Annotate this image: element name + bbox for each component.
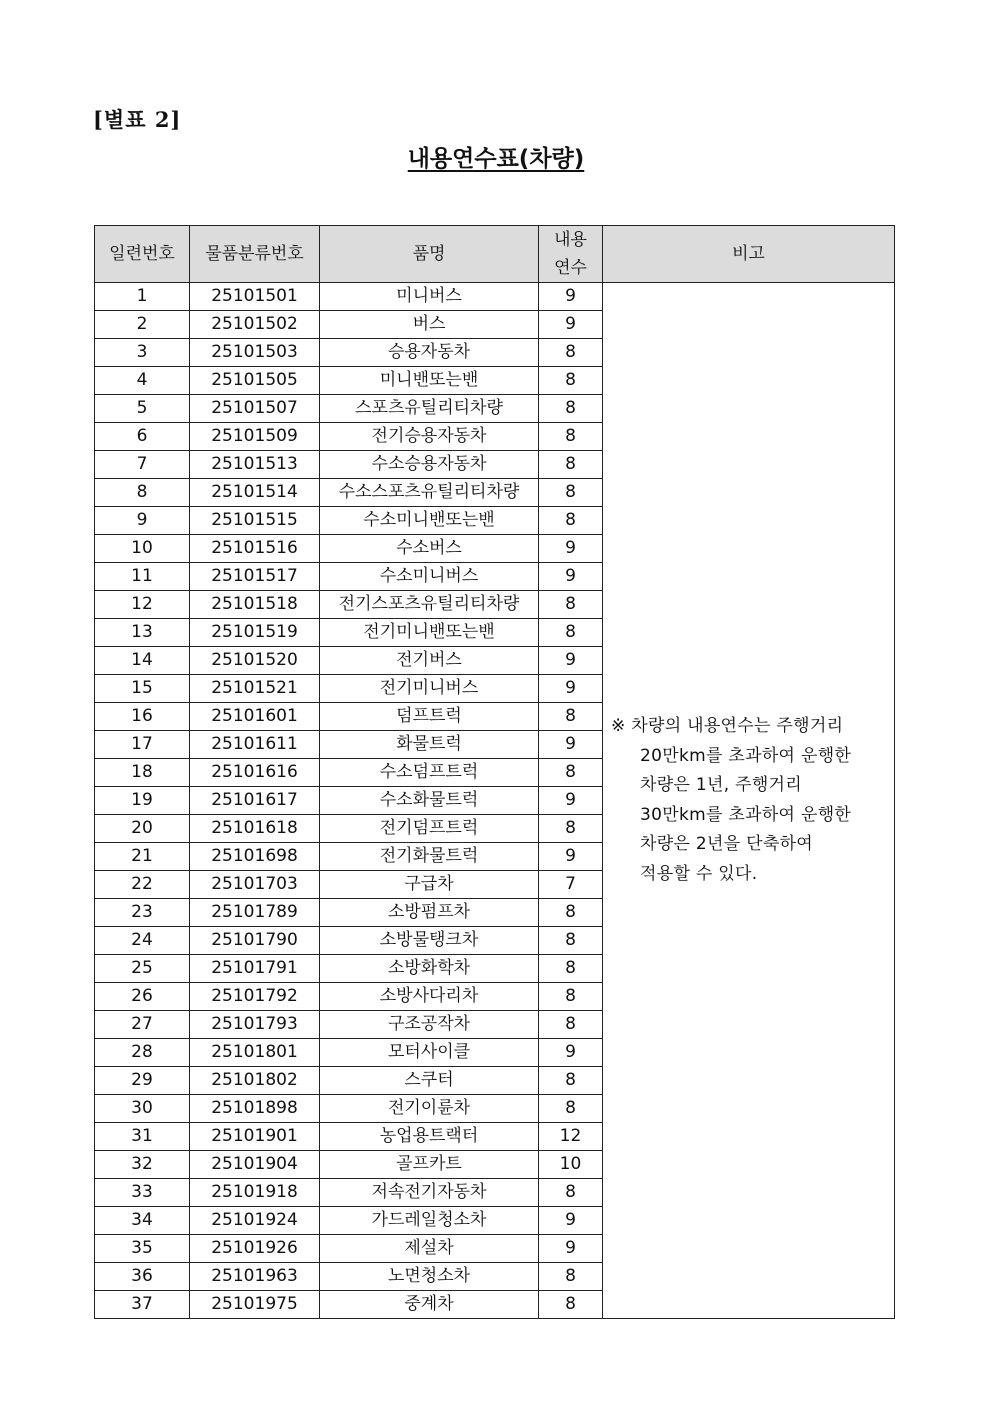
cell-service-years: 8 (539, 507, 603, 535)
cell-item-code: 25101791 (190, 955, 320, 983)
cell-serial-number: 2 (95, 311, 190, 339)
cell-serial-number: 19 (95, 787, 190, 815)
cell-item-name: 전기버스 (320, 647, 539, 675)
cell-service-years: 9 (539, 1235, 603, 1263)
cell-service-years: 9 (539, 1039, 603, 1067)
cell-serial-number: 4 (95, 367, 190, 395)
cell-item-name: 수소버스 (320, 535, 539, 563)
cell-item-code: 25101502 (190, 311, 320, 339)
cell-item-name: 농업용트랙터 (320, 1123, 539, 1151)
cell-serial-number: 32 (95, 1151, 190, 1179)
cell-item-name: 저속전기자동차 (320, 1179, 539, 1207)
cell-item-code: 25101926 (190, 1235, 320, 1263)
cell-service-years: 8 (539, 927, 603, 955)
cell-serial-number: 22 (95, 871, 190, 899)
table-body (95, 283, 895, 1319)
cell-serial-number: 1 (95, 283, 190, 311)
remark-line: 차량은 1년, 주행거리 (640, 775, 803, 795)
cell-service-years: 8 (539, 703, 603, 731)
cell-item-code: 25101698 (190, 843, 320, 871)
cell-item-code: 25101501 (190, 283, 320, 311)
cell-item-code: 25101918 (190, 1179, 320, 1207)
cell-service-years: 8 (539, 423, 603, 451)
cell-item-code: 25101703 (190, 871, 320, 899)
cell-service-years: 8 (539, 451, 603, 479)
cell-item-code: 25101601 (190, 703, 320, 731)
cell-item-name: 전기승용자동차 (320, 423, 539, 451)
cell-serial-number: 20 (95, 815, 190, 843)
cell-item-name: 수소화물트럭 (320, 787, 539, 815)
cell-serial-number: 21 (95, 843, 190, 871)
cell-service-years: 9 (539, 731, 603, 759)
cell-item-name: 수소미니밴또는밴 (320, 507, 539, 535)
table-header (95, 226, 895, 283)
cell-serial-number: 30 (95, 1095, 190, 1123)
cell-service-years: 10 (539, 1151, 603, 1179)
cell-service-years: 8 (539, 367, 603, 395)
cell-service-years: 8 (539, 899, 603, 927)
cell-item-name: 미니밴또는밴 (320, 367, 539, 395)
cell-service-years: 9 (539, 787, 603, 815)
cell-service-years: 9 (539, 311, 603, 339)
cell-service-years: 9 (539, 1207, 603, 1235)
cell-service-years: 8 (539, 339, 603, 367)
cell-item-code: 25101503 (190, 339, 320, 367)
cell-item-code: 25101975 (190, 1291, 320, 1319)
cell-serial-number: 18 (95, 759, 190, 787)
cell-item-name: 소방펌프차 (320, 899, 539, 927)
cell-serial-number: 24 (95, 927, 190, 955)
cell-service-years: 9 (539, 675, 603, 703)
cell-serial-number: 17 (95, 731, 190, 759)
remark-cell (603, 283, 895, 1319)
cell-item-name: 전기이륜차 (320, 1095, 539, 1123)
cell-item-name: 소방물탱크차 (320, 927, 539, 955)
cell-service-years: 8 (539, 1179, 603, 1207)
cell-item-name: 노면청소차 (320, 1263, 539, 1291)
cell-service-years: 9 (539, 647, 603, 675)
cell-item-name: 미니버스 (320, 283, 539, 311)
cell-serial-number: 11 (95, 563, 190, 591)
cell-serial-number: 31 (95, 1123, 190, 1151)
cell-item-code: 25101513 (190, 451, 320, 479)
cell-service-years: 8 (539, 983, 603, 1011)
cell-serial-number: 10 (95, 535, 190, 563)
cell-item-code: 25101518 (190, 591, 320, 619)
cell-item-name: 스포츠유틸리티차량 (320, 395, 539, 423)
cell-service-years: 8 (539, 815, 603, 843)
cell-item-code: 25101519 (190, 619, 320, 647)
cell-item-name: 전기스포츠유틸리티차량 (320, 591, 539, 619)
cell-serial-number: 28 (95, 1039, 190, 1067)
cell-item-name: 소방화학차 (320, 955, 539, 983)
cell-service-years: 8 (539, 1067, 603, 1095)
cell-service-years: 8 (539, 955, 603, 983)
cell-serial-number: 6 (95, 423, 190, 451)
table-row (95, 283, 895, 311)
cell-serial-number: 36 (95, 1263, 190, 1291)
cell-item-code: 25101517 (190, 563, 320, 591)
cell-item-name: 모터사이클 (320, 1039, 539, 1067)
page-title-text: 내용연수표(차량) (407, 146, 585, 172)
cell-item-code: 25101616 (190, 759, 320, 787)
cell-item-name: 전기미니버스 (320, 675, 539, 703)
cell-item-code: 25101505 (190, 367, 320, 395)
cell-item-name: 덤프트럭 (320, 703, 539, 731)
cell-item-code: 25101963 (190, 1263, 320, 1291)
cell-item-name: 수소덤프트럭 (320, 759, 539, 787)
cell-serial-number: 14 (95, 647, 190, 675)
cell-item-name: 수소승용자동차 (320, 451, 539, 479)
cell-item-name: 소방사다리차 (320, 983, 539, 1011)
remark-line: ※ 차량의 내용연수는 주행거리 (611, 716, 844, 736)
cell-serial-number: 12 (95, 591, 190, 619)
remark-line: 30만km를 초과하여 운행한 (640, 804, 852, 825)
cell-service-years: 8 (539, 591, 603, 619)
cell-item-name: 중계차 (320, 1291, 539, 1319)
cell-service-years: 7 (539, 871, 603, 899)
cell-item-code: 25101789 (190, 899, 320, 927)
cell-item-code: 25101792 (190, 983, 320, 1011)
header-item-code: 물품분류번호 (190, 226, 320, 283)
cell-serial-number: 15 (95, 675, 190, 703)
cell-service-years: 9 (539, 535, 603, 563)
header-service-years (539, 226, 603, 283)
cell-item-code: 25101514 (190, 479, 320, 507)
cell-item-name: 승용자동차 (320, 339, 539, 367)
cell-serial-number: 16 (95, 703, 190, 731)
cell-service-years: 8 (539, 1095, 603, 1123)
cell-item-code: 25101904 (190, 1151, 320, 1179)
header-service-years-line2: 연수 (554, 258, 587, 278)
cell-service-years: 9 (539, 563, 603, 591)
cell-serial-number: 34 (95, 1207, 190, 1235)
cell-item-name: 골프카트 (320, 1151, 539, 1179)
cell-serial-number: 35 (95, 1235, 190, 1263)
cell-item-name: 수소스포츠유틸리티차량 (320, 479, 539, 507)
cell-item-name: 구조공작차 (320, 1011, 539, 1039)
cell-service-years: 8 (539, 1291, 603, 1319)
cell-service-years: 8 (539, 479, 603, 507)
cell-serial-number: 23 (95, 899, 190, 927)
cell-serial-number: 25 (95, 955, 190, 983)
cell-serial-number: 9 (95, 507, 190, 535)
cell-item-name: 수소미니버스 (320, 563, 539, 591)
cell-serial-number: 33 (95, 1179, 190, 1207)
cell-item-name: 가드레일청소차 (320, 1207, 539, 1235)
cell-item-code: 25101507 (190, 395, 320, 423)
cell-item-name: 제설차 (320, 1235, 539, 1263)
cell-serial-number: 26 (95, 983, 190, 1011)
cell-item-name: 구급차 (320, 871, 539, 899)
remark-line: 20만km를 초과하여 운행한 (640, 745, 852, 766)
cell-item-name: 버스 (320, 311, 539, 339)
cell-service-years: 8 (539, 759, 603, 787)
cell-item-code: 25101898 (190, 1095, 320, 1123)
cell-item-code: 25101520 (190, 647, 320, 675)
cell-serial-number: 27 (95, 1011, 190, 1039)
cell-item-code: 25101611 (190, 731, 320, 759)
cell-service-years: 9 (539, 283, 603, 311)
cell-item-code: 25101521 (190, 675, 320, 703)
cell-item-code: 25101509 (190, 423, 320, 451)
cell-serial-number: 8 (95, 479, 190, 507)
cell-service-years: 9 (539, 843, 603, 871)
cell-serial-number: 5 (95, 395, 190, 423)
cell-service-years: 12 (539, 1123, 603, 1151)
cell-service-years: 8 (539, 1263, 603, 1291)
header-item-name: 품명 (320, 226, 539, 283)
header-service-years-line1: 내용 (554, 230, 587, 250)
cell-service-years: 8 (539, 395, 603, 423)
annex-label: [별표 2] (93, 107, 182, 132)
cell-item-code: 25101924 (190, 1207, 320, 1235)
cell-item-name: 화물트럭 (320, 731, 539, 759)
cell-service-years: 8 (539, 1011, 603, 1039)
cell-item-code: 25101515 (190, 507, 320, 535)
cell-item-code: 25101801 (190, 1039, 320, 1067)
cell-service-years: 8 (539, 619, 603, 647)
header-serial-number: 일련번호 (95, 226, 190, 283)
cell-serial-number: 3 (95, 339, 190, 367)
cell-item-name: 전기화물트럭 (320, 843, 539, 871)
cell-item-code: 25101901 (190, 1123, 320, 1151)
cell-item-code: 25101516 (190, 535, 320, 563)
cell-item-code: 25101617 (190, 787, 320, 815)
page-title (0, 140, 992, 173)
remark-line: 차량은 2년을 단축하여 (640, 834, 814, 854)
cell-item-name: 전기미니밴또는밴 (320, 619, 539, 647)
cell-serial-number: 7 (95, 451, 190, 479)
cell-serial-number: 13 (95, 619, 190, 647)
cell-item-name: 전기덤프트럭 (320, 815, 539, 843)
cell-serial-number: 29 (95, 1067, 190, 1095)
remark-line: 적용할 수 있다. (640, 863, 758, 884)
cell-item-code: 25101793 (190, 1011, 320, 1039)
header-remark: 비고 (603, 226, 895, 283)
cell-serial-number: 37 (95, 1291, 190, 1319)
cell-item-code: 25101618 (190, 815, 320, 843)
cell-item-code: 25101790 (190, 927, 320, 955)
cell-item-name: 스쿠터 (320, 1067, 539, 1095)
cell-item-code: 25101802 (190, 1067, 320, 1095)
service-life-table (94, 225, 895, 1319)
